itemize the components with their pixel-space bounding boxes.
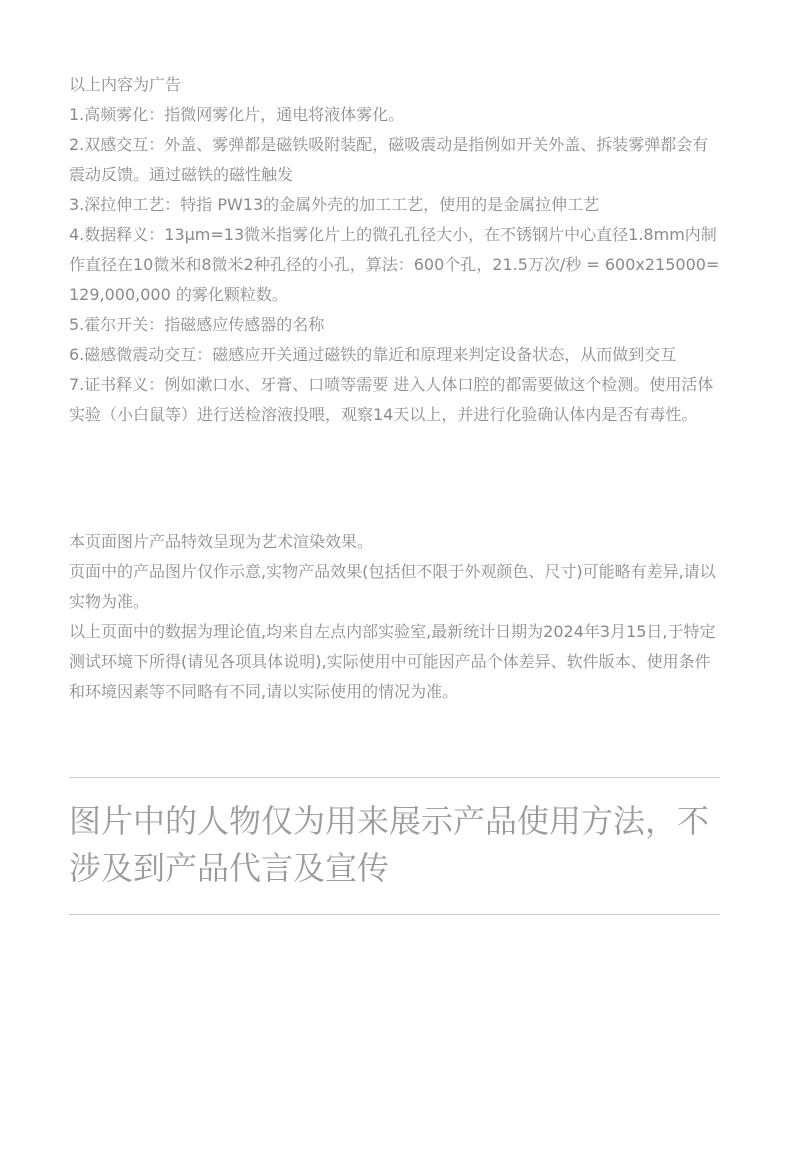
disclaimer-section: [69, 527, 721, 707]
note-item-4: 4.数据释义：13μm=13微米指雾化片上的微孔孔径大小，在不锈钢片中心直径1.8mm内制作直径在10微米和8微米2种孔径的小孔，算法：600个孔，21.5万次/秒 = 600x215000=129,000,000 的雾化颗粒数。: [69, 225, 720, 304]
disclaimer-rendering: 本页面图片产品特效呈现为艺术渲染效果。: [69, 532, 374, 551]
note-item-5: 5.霍尔开关：指磁感应传感器的名称: [69, 315, 325, 334]
divider-bottom: [69, 914, 720, 915]
model-usage-notice: 图片中的人物仅为用来展示产品使用方法，不涉及到产品代言及宣传: [69, 802, 710, 887]
note-item-6: 6.磁感微震动交互：磁感应开关通过磁铁的靠近和原理来判定设备状态，从而做到交互: [69, 345, 677, 364]
disclaimer-image: 页面中的产品图片仅作示意,实物产品效果(包括但不限于外观颜色、尺寸)可能略有差异,请以实物为准。: [69, 562, 716, 611]
divider-top: [69, 777, 720, 778]
note-item-2: 2.双感交互：外盖、雾弹都是磁铁吸附装配，磁吸震动是指例如开关外盖、拆装雾弹都会有震动反馈。通过磁铁的磁性触发: [69, 135, 709, 184]
note-item-7: 7.证书释义：例如漱口水、牙膏、口喷等需要 进入人体口腔的都需要做这个检测。使用活体实验（小白鼠等）进行送检溶液投喂，观察14天以上，并进行化验确认体内是否有毒性。: [69, 375, 714, 424]
page-content: [69, 70, 721, 915]
note-item-1: 1.高频雾化：指微网雾化片，通电将液体雾化。: [69, 105, 405, 124]
note-item-3: 3.深拉伸工艺：特指 PW13的金属外壳的加工工艺，使用的是金属拉伸工艺: [69, 195, 600, 214]
ad-notice: 以上内容为广告: [69, 75, 182, 94]
disclaimer-data: 以上页面中的数据为理论值,均来自左点内部实验室,最新统计日期为2024年3月15日,于特定测试环境下所得(请见各项具体说明),实际使用中可能因产品个体差异、软件版本、使用条件和环境因素等不同略有不同,请以实际使用的情况为准。: [69, 622, 716, 701]
ad-notes-section: [69, 70, 721, 430]
